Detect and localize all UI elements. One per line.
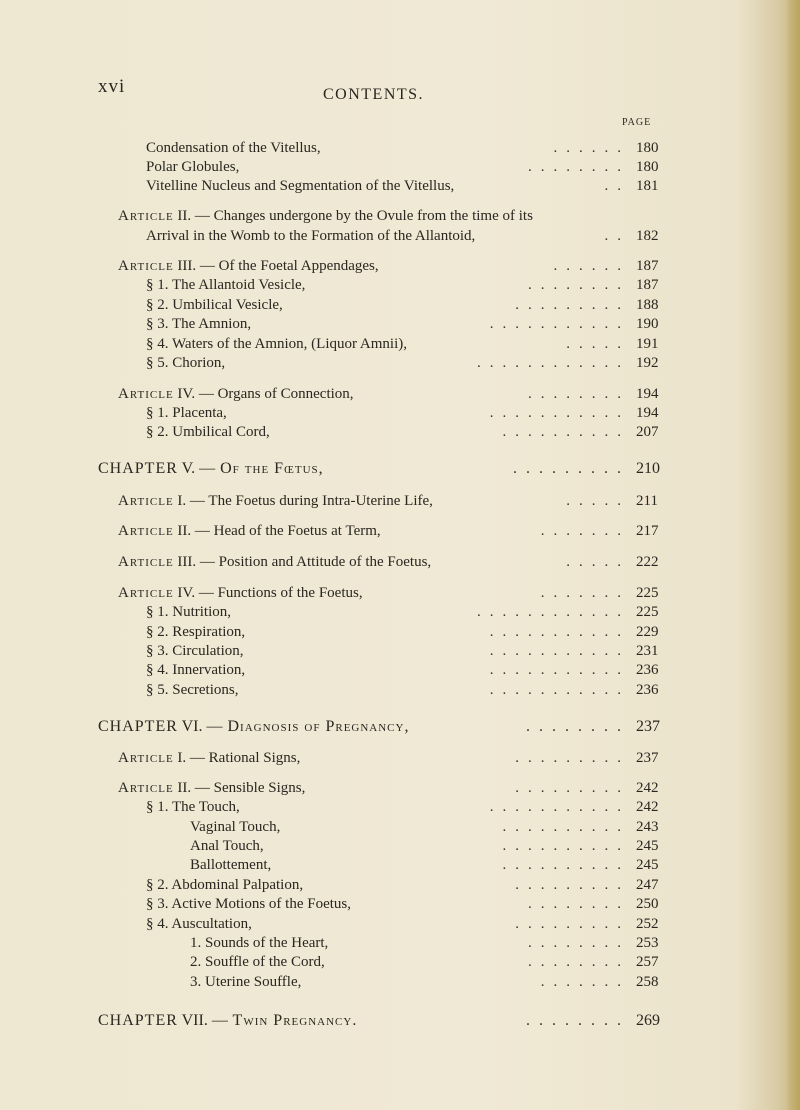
page-reference: 187: [636, 277, 659, 293]
entry-title: § 2. Umbilical Cord,: [146, 424, 270, 440]
section-entry: [0, 817, 800, 837]
entry-title: Arrival in the Womb to the Formation of the Allantoid,: [146, 228, 476, 244]
leader-dots: ........: [528, 935, 630, 951]
entry-title: § 4. Waters of the Amnion, (Liquor Amnii),: [146, 336, 407, 352]
entry-title: Article II. — Changes undergone by the Ovule from the time of its: [118, 208, 533, 224]
leader-dots: .....: [566, 336, 630, 352]
entry-title: Article I. — Rational Signs,: [118, 750, 301, 766]
section-entry: [0, 138, 800, 158]
page-reference: 236: [636, 662, 659, 678]
article-entry: [0, 521, 800, 541]
entry-title: § 1. The Touch,: [146, 799, 240, 815]
page-reference: 247: [636, 877, 659, 893]
page-reference: 225: [636, 585, 659, 601]
page-reference: 190: [636, 316, 659, 332]
section-entry: [0, 914, 800, 934]
article-entry: [0, 552, 800, 572]
leader-dots: ............: [477, 604, 630, 620]
entry-title: § 2. Umbilical Vesicle,: [146, 297, 283, 313]
leader-dots: ...........: [489, 643, 630, 659]
section-entry: [0, 972, 800, 992]
section-entry: [0, 641, 800, 661]
article-entry: [0, 206, 800, 226]
article-entry: [0, 384, 800, 404]
article-entry: [0, 256, 800, 276]
leader-dots: ...........: [489, 624, 630, 640]
entry-title: § 2. Respiration,: [146, 624, 246, 640]
page-reference: 207: [636, 424, 659, 440]
section-entry: [0, 157, 800, 177]
entry-title: Polar Globules,: [146, 159, 240, 175]
page-reference: 211: [636, 493, 658, 509]
page-reference: 180: [636, 140, 659, 156]
entry-title: 3. Uterine Souffle,: [190, 974, 302, 990]
page-reference: 182: [636, 228, 659, 244]
entry-title: Anal Touch,: [190, 838, 264, 854]
leader-dots: ...........: [489, 799, 630, 815]
page-reference: 237: [636, 750, 659, 766]
entry-title: Condensation of the Vitellus,: [146, 140, 321, 156]
page-reference: 257: [636, 954, 659, 970]
entry-title: 1. Sounds of the Heart,: [190, 935, 329, 951]
leader-dots: .........: [515, 780, 630, 796]
leader-dots: ..: [604, 178, 630, 194]
entry-title: § 1. Nutrition,: [146, 604, 231, 620]
page-reference: 243: [636, 819, 659, 835]
page-header: [98, 76, 698, 106]
entry-title: § 5. Secretions,: [146, 682, 239, 698]
leader-dots: ............: [477, 355, 630, 371]
entry-title: Article IV. — Organs of Connection,: [118, 386, 354, 402]
page-reference: 188: [636, 297, 659, 313]
page-reference: 180: [636, 159, 659, 175]
entry-title: § 1. Placenta,: [146, 405, 227, 421]
page-reference: 236: [636, 682, 659, 698]
section-entry: [0, 855, 800, 875]
entry-title: § 3. Circulation,: [146, 643, 244, 659]
page-reference: 222: [636, 554, 659, 570]
leader-dots: ..........: [502, 857, 630, 873]
leader-dots: ...........: [489, 682, 630, 698]
section-entry: [0, 422, 800, 442]
section-entry: [0, 836, 800, 856]
page-reference: 187: [636, 258, 659, 274]
leader-dots: ........: [528, 896, 630, 912]
page-reference: 229: [636, 624, 659, 640]
entry-title: § 4. Innervation,: [146, 662, 246, 678]
entry-title: § 5. Chorion,: [146, 355, 226, 371]
page-reference: 194: [636, 386, 659, 402]
entry-title: § 1. The Allantoid Vesicle,: [146, 277, 306, 293]
article-entry: [0, 583, 800, 603]
leader-dots: ......: [553, 140, 630, 156]
chapter-entry: [0, 1011, 800, 1031]
section-entry: [0, 875, 800, 895]
page-reference: 245: [636, 838, 659, 854]
page-reference: 181: [636, 178, 659, 194]
leader-dots: .........: [515, 297, 630, 313]
leader-dots: ........: [526, 718, 630, 735]
entry-title: Article I. — The Foetus during Intra-Uterine Life,: [118, 493, 433, 509]
page-reference: 225: [636, 604, 659, 620]
leader-dots: ...........: [489, 405, 630, 421]
page-reference: 269: [636, 1012, 660, 1029]
entry-title: § 2. Abdominal Palpation,: [146, 877, 304, 893]
page-reference: 250: [636, 896, 659, 912]
section-entry: [0, 660, 800, 680]
entry-title: CHAPTER V. — Of the Fœtus,: [98, 460, 324, 477]
section-entry: [0, 353, 800, 373]
entry-title: Vitelline Nucleus and Segmentation of the Vitellus,: [146, 178, 455, 194]
page-reference: 245: [636, 857, 659, 873]
leader-dots: ..........: [502, 424, 630, 440]
entry-title: Vaginal Touch,: [190, 819, 281, 835]
section-entry: [0, 894, 800, 914]
page-number: xvi: [98, 76, 126, 97]
entry-title: Article III. — Of the Foetal Appendages,: [118, 258, 379, 274]
leader-dots: ........: [526, 1012, 630, 1029]
article-entry: [0, 491, 800, 511]
article-entry: [0, 778, 800, 798]
page-reference: 252: [636, 916, 659, 932]
page-reference: 231: [636, 643, 659, 659]
leader-dots: ..: [604, 228, 630, 244]
leader-dots: ........: [528, 277, 630, 293]
page-reference: 194: [636, 405, 659, 421]
page-reference: 192: [636, 355, 659, 371]
section-entry: [0, 275, 800, 295]
section-entry: [0, 176, 800, 196]
section-entry: [0, 226, 800, 246]
section-entry: [0, 622, 800, 642]
section-entry: [0, 680, 800, 700]
section-entry: [0, 952, 800, 972]
chapter-entry: [0, 717, 800, 737]
leader-dots: .....: [566, 493, 630, 509]
leader-dots: .........: [515, 916, 630, 932]
leader-dots: ........: [528, 954, 630, 970]
leader-dots: ...........: [489, 662, 630, 678]
page-column-label: PAGE: [622, 117, 652, 128]
page-reference: 191: [636, 336, 659, 352]
section-entry: [0, 797, 800, 817]
leader-dots: .......: [540, 523, 630, 539]
leader-dots: ..........: [502, 819, 630, 835]
entry-title: Article II. — Sensible Signs,: [118, 780, 306, 796]
page-reference: 242: [636, 799, 659, 815]
chapter-entry: [0, 459, 800, 479]
entry-title: § 3. The Amnion,: [146, 316, 252, 332]
leader-dots: ......: [553, 258, 630, 274]
section-entry: [0, 295, 800, 315]
page-reference: 210: [636, 460, 660, 477]
entry-title: CHAPTER VII. — Twin Pregnancy.: [98, 1012, 358, 1029]
entry-title: Article II. — Head of the Foetus at Term,: [118, 523, 381, 539]
page-reference: 258: [636, 974, 659, 990]
entry-title: Ballottement,: [190, 857, 272, 873]
entry-title: Article IV. — Functions of the Foetus,: [118, 585, 363, 601]
entry-title: § 3. Active Motions of the Foetus,: [146, 896, 351, 912]
leader-dots: .........: [515, 750, 630, 766]
section-entry: [0, 933, 800, 953]
running-title: CONTENTS.: [323, 86, 425, 103]
leader-dots: ........: [528, 159, 630, 175]
entry-title: CHAPTER VI. — Diagnosis of Pregnancy,: [98, 718, 410, 735]
section-entry: [0, 314, 800, 334]
page-reference: 237: [636, 718, 660, 735]
entry-title: 2. Souffle of the Cord,: [190, 954, 325, 970]
leader-dots: ..........: [502, 838, 630, 854]
article-entry: [0, 748, 800, 768]
section-entry: [0, 602, 800, 622]
leader-dots: ...........: [489, 316, 630, 332]
section-entry: [0, 334, 800, 354]
leader-dots: .......: [540, 585, 630, 601]
entry-title: § 4. Auscultation,: [146, 916, 252, 932]
leader-dots: .........: [515, 877, 630, 893]
page-reference: 253: [636, 935, 659, 951]
leader-dots: ........: [528, 386, 630, 402]
leader-dots: .........: [513, 460, 630, 477]
entry-title: Article III. — Position and Attitude of the Foetus,: [118, 554, 432, 570]
leader-dots: .....: [566, 554, 630, 570]
leader-dots: .......: [540, 974, 630, 990]
page-reference: 217: [636, 523, 659, 539]
page-reference: 242: [636, 780, 659, 796]
page-edge-shadow: [786, 0, 800, 1110]
section-entry: [0, 403, 800, 423]
